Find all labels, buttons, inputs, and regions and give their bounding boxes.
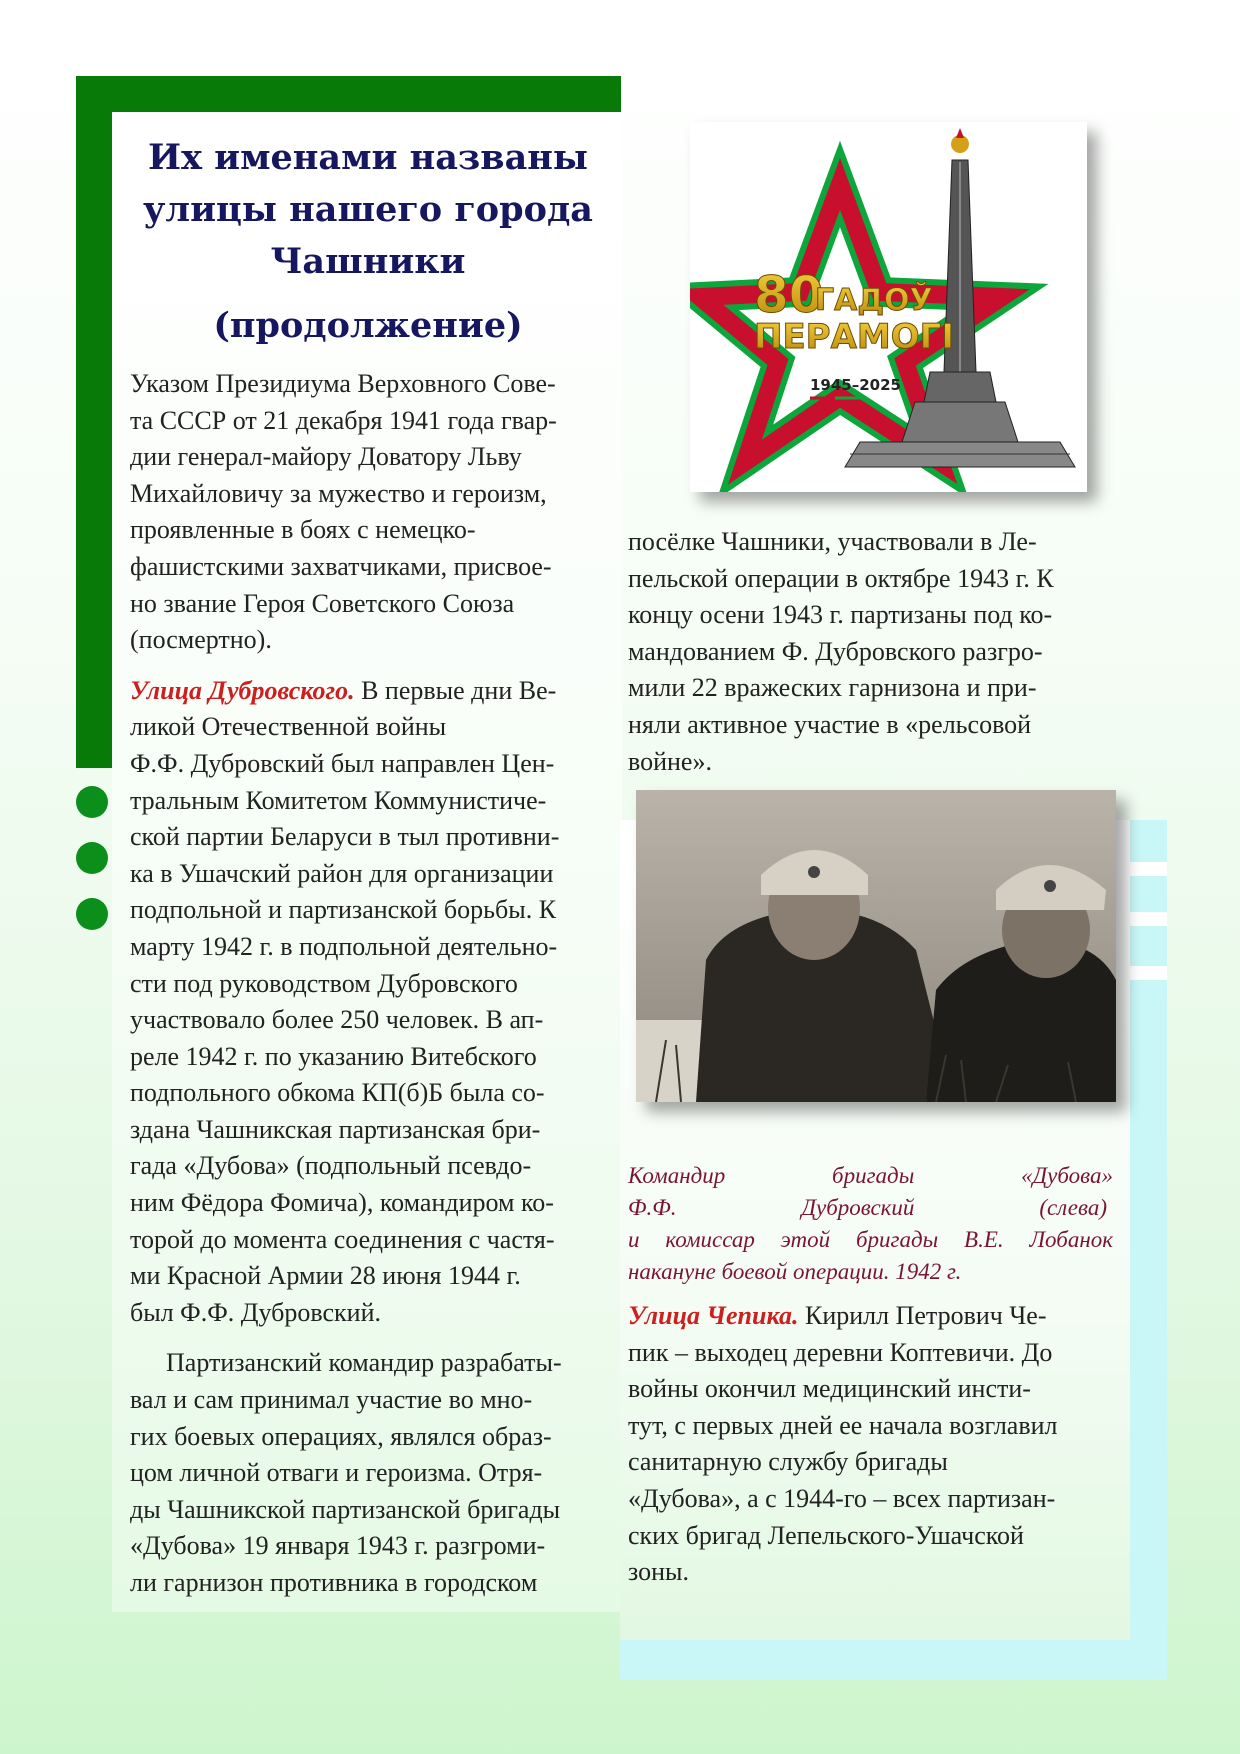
text-line: концу осени 1943 г. партизаны под ко- [628, 600, 1053, 630]
text-line: «Дубова» 19 января 1943 г. разгроми- [130, 1531, 546, 1561]
paragraph-chashniki-continued [628, 524, 1118, 780]
right-column-bottom [628, 1298, 1118, 1591]
text-line: был Ф.Ф. Дубровский. [130, 1297, 381, 1327]
text-line: пик – выходец деревни Коптевичи. До [628, 1337, 1053, 1367]
green-frame-top [76, 76, 621, 112]
text-line: посёлке Чашники, участвовали в Ле- [628, 527, 1037, 556]
text-line: няли активное участие в «рельсовой [628, 709, 1032, 739]
text-line: ликой Отечественной войны [130, 712, 447, 742]
paragraph-dovator [130, 366, 612, 659]
caption-word: накануне боевой операции. 1942 г. [628, 1259, 962, 1284]
text-line: Ф.Ф. Дубровский был направлен Цен- [130, 748, 555, 778]
caption-word: и [628, 1227, 640, 1252]
caption-word: (слева) [1039, 1195, 1107, 1220]
text-line: торой до момента соединения с частя- [130, 1224, 555, 1254]
bullet-dot-3 [76, 898, 108, 930]
caption-word: Ф.Ф. [628, 1195, 677, 1220]
text-line: тут, с первых дней ее начала возглавил [628, 1410, 1058, 1440]
text-line: Указом Президиума Верховного Сове- [130, 369, 556, 398]
bullet-dot-1 [76, 786, 108, 818]
victory-80-logo [690, 122, 1087, 492]
text-line: марту 1942 г. в подпольной деятельно- [130, 931, 558, 961]
caption-word: бригады [855, 1227, 939, 1252]
title-line: Их именами названы [148, 137, 588, 178]
cyan-frame-notch-3 [1130, 966, 1167, 980]
caption-word: комиссар [665, 1227, 755, 1252]
text-line: но звание Героя Советского Союза [130, 588, 515, 618]
page-title [118, 132, 618, 288]
street-heading-dubrovsky: Улица Дубровского. [130, 675, 355, 705]
caption-line [628, 1224, 1113, 1256]
paragraph-partisan-commander [130, 1345, 612, 1601]
text-line: «Дубова», а с 1944-го – всех партизан- [628, 1483, 1056, 1513]
left-column [130, 366, 612, 1602]
title-line: улицы нашего города [143, 189, 593, 230]
text-line: ли гарнизон противника в городском [130, 1568, 538, 1597]
caption-word: бригады [832, 1163, 915, 1188]
text-line: тральным Комитетом Коммунистиче- [130, 785, 547, 815]
text-line: та СССР от 21 декабря 1941 года гвар- [130, 405, 557, 435]
text-line: Кирилл Петрович Че- [798, 1301, 1047, 1330]
text-line: ми Красной Армии 28 июня 1944 г. [130, 1261, 521, 1291]
text-line: цом личной отваги и героизма. Отря- [130, 1458, 543, 1488]
caption-word: «Дубова» [1021, 1163, 1113, 1188]
cyan-frame-notch-2 [1130, 912, 1167, 926]
photo-caption [628, 1160, 1113, 1288]
text-line: войны окончил медицинский инсти- [628, 1374, 1031, 1404]
caption-word: Командир [628, 1163, 726, 1188]
text-line: проявленные в боях с немецко- [130, 515, 476, 545]
text-line: войне». [628, 746, 712, 776]
text-line: зоны. [628, 1557, 690, 1587]
star-obelisk-emblem [690, 122, 1087, 492]
caption-word: Лобанок [1029, 1227, 1113, 1252]
page-subtitle: (продолжение) [213, 305, 523, 346]
street-heading-chepik: Улица Чепика. [628, 1301, 799, 1330]
logo-text-line1: ГАДОЎ [815, 283, 933, 318]
green-frame-left [76, 76, 112, 768]
text-line: дии генерал-майору Доватору Льву [130, 442, 522, 472]
caption-word: В.Е. [964, 1227, 1004, 1252]
text-line: фашистскими захватчиками, присвое- [130, 551, 552, 581]
text-line: ских бригад Лепельского-Ушачской [628, 1520, 1024, 1550]
caption-line [628, 1192, 1113, 1224]
caption-line [628, 1256, 1113, 1288]
logo-years: 1945–2025 [810, 376, 901, 394]
text-line: мандованием Ф. Дубровского разгро- [628, 636, 1043, 666]
text-line: ской партии Беларуси в тыл противни- [130, 822, 560, 852]
text-line: ка в Ушачский район для организации [130, 858, 554, 888]
caption-word: Дубровский [801, 1195, 915, 1220]
cyan-frame-notch-1 [1130, 862, 1167, 876]
text-line: (посмертно). [130, 625, 272, 655]
partisans-photo-image [636, 790, 1116, 1102]
text-line: ды Чашникской партизанской бригады [130, 1494, 561, 1524]
text-line: участвовало более 250 человек. В ап- [130, 1005, 544, 1035]
text-line: гих боевых операциях, являлся образ- [130, 1421, 552, 1451]
right-column-top [628, 524, 1118, 780]
text-line: пельской операции в октябре 1943 г. К [628, 563, 1054, 593]
text-line: здана Чашникская партизанская бри- [130, 1114, 541, 1144]
logo-number: 80 [754, 266, 824, 324]
bullet-dot-2 [76, 842, 108, 874]
logo-text-line2: ПЕРАМОГІ [754, 317, 954, 357]
text-line: гада «Дубова» (подпольный псевдо- [130, 1151, 532, 1181]
paragraph-chepik [628, 1298, 1118, 1591]
text-line: Партизанский командир разрабаты- [166, 1348, 562, 1378]
text-line: подпольной и партизанской борьбы. К [130, 895, 557, 925]
text-line: санитарную службу бригады [628, 1447, 948, 1477]
paragraph-dubrovsky [130, 673, 612, 1332]
text-line: В первые дни Ве- [354, 675, 557, 705]
text-line: сти под руководством Дубровского [130, 968, 518, 998]
historic-photo [636, 790, 1116, 1102]
text-line: реле 1942 г. по указанию Витебского [130, 1041, 537, 1071]
text-line: подпольного обкома КП(б)Б была со- [130, 1078, 545, 1108]
text-line: ним Фёдора Фомича), командиром ко- [130, 1188, 554, 1218]
text-line: мили 22 вражеских гарнизона и при- [628, 673, 1037, 703]
text-line: вал и сам принимал участие во мно- [130, 1385, 533, 1415]
text-line: Михайловичу за мужество и героизм, [130, 478, 547, 508]
caption-line [628, 1160, 1113, 1192]
title-line: Чашники [270, 241, 466, 282]
caption-word: этой [780, 1227, 831, 1252]
